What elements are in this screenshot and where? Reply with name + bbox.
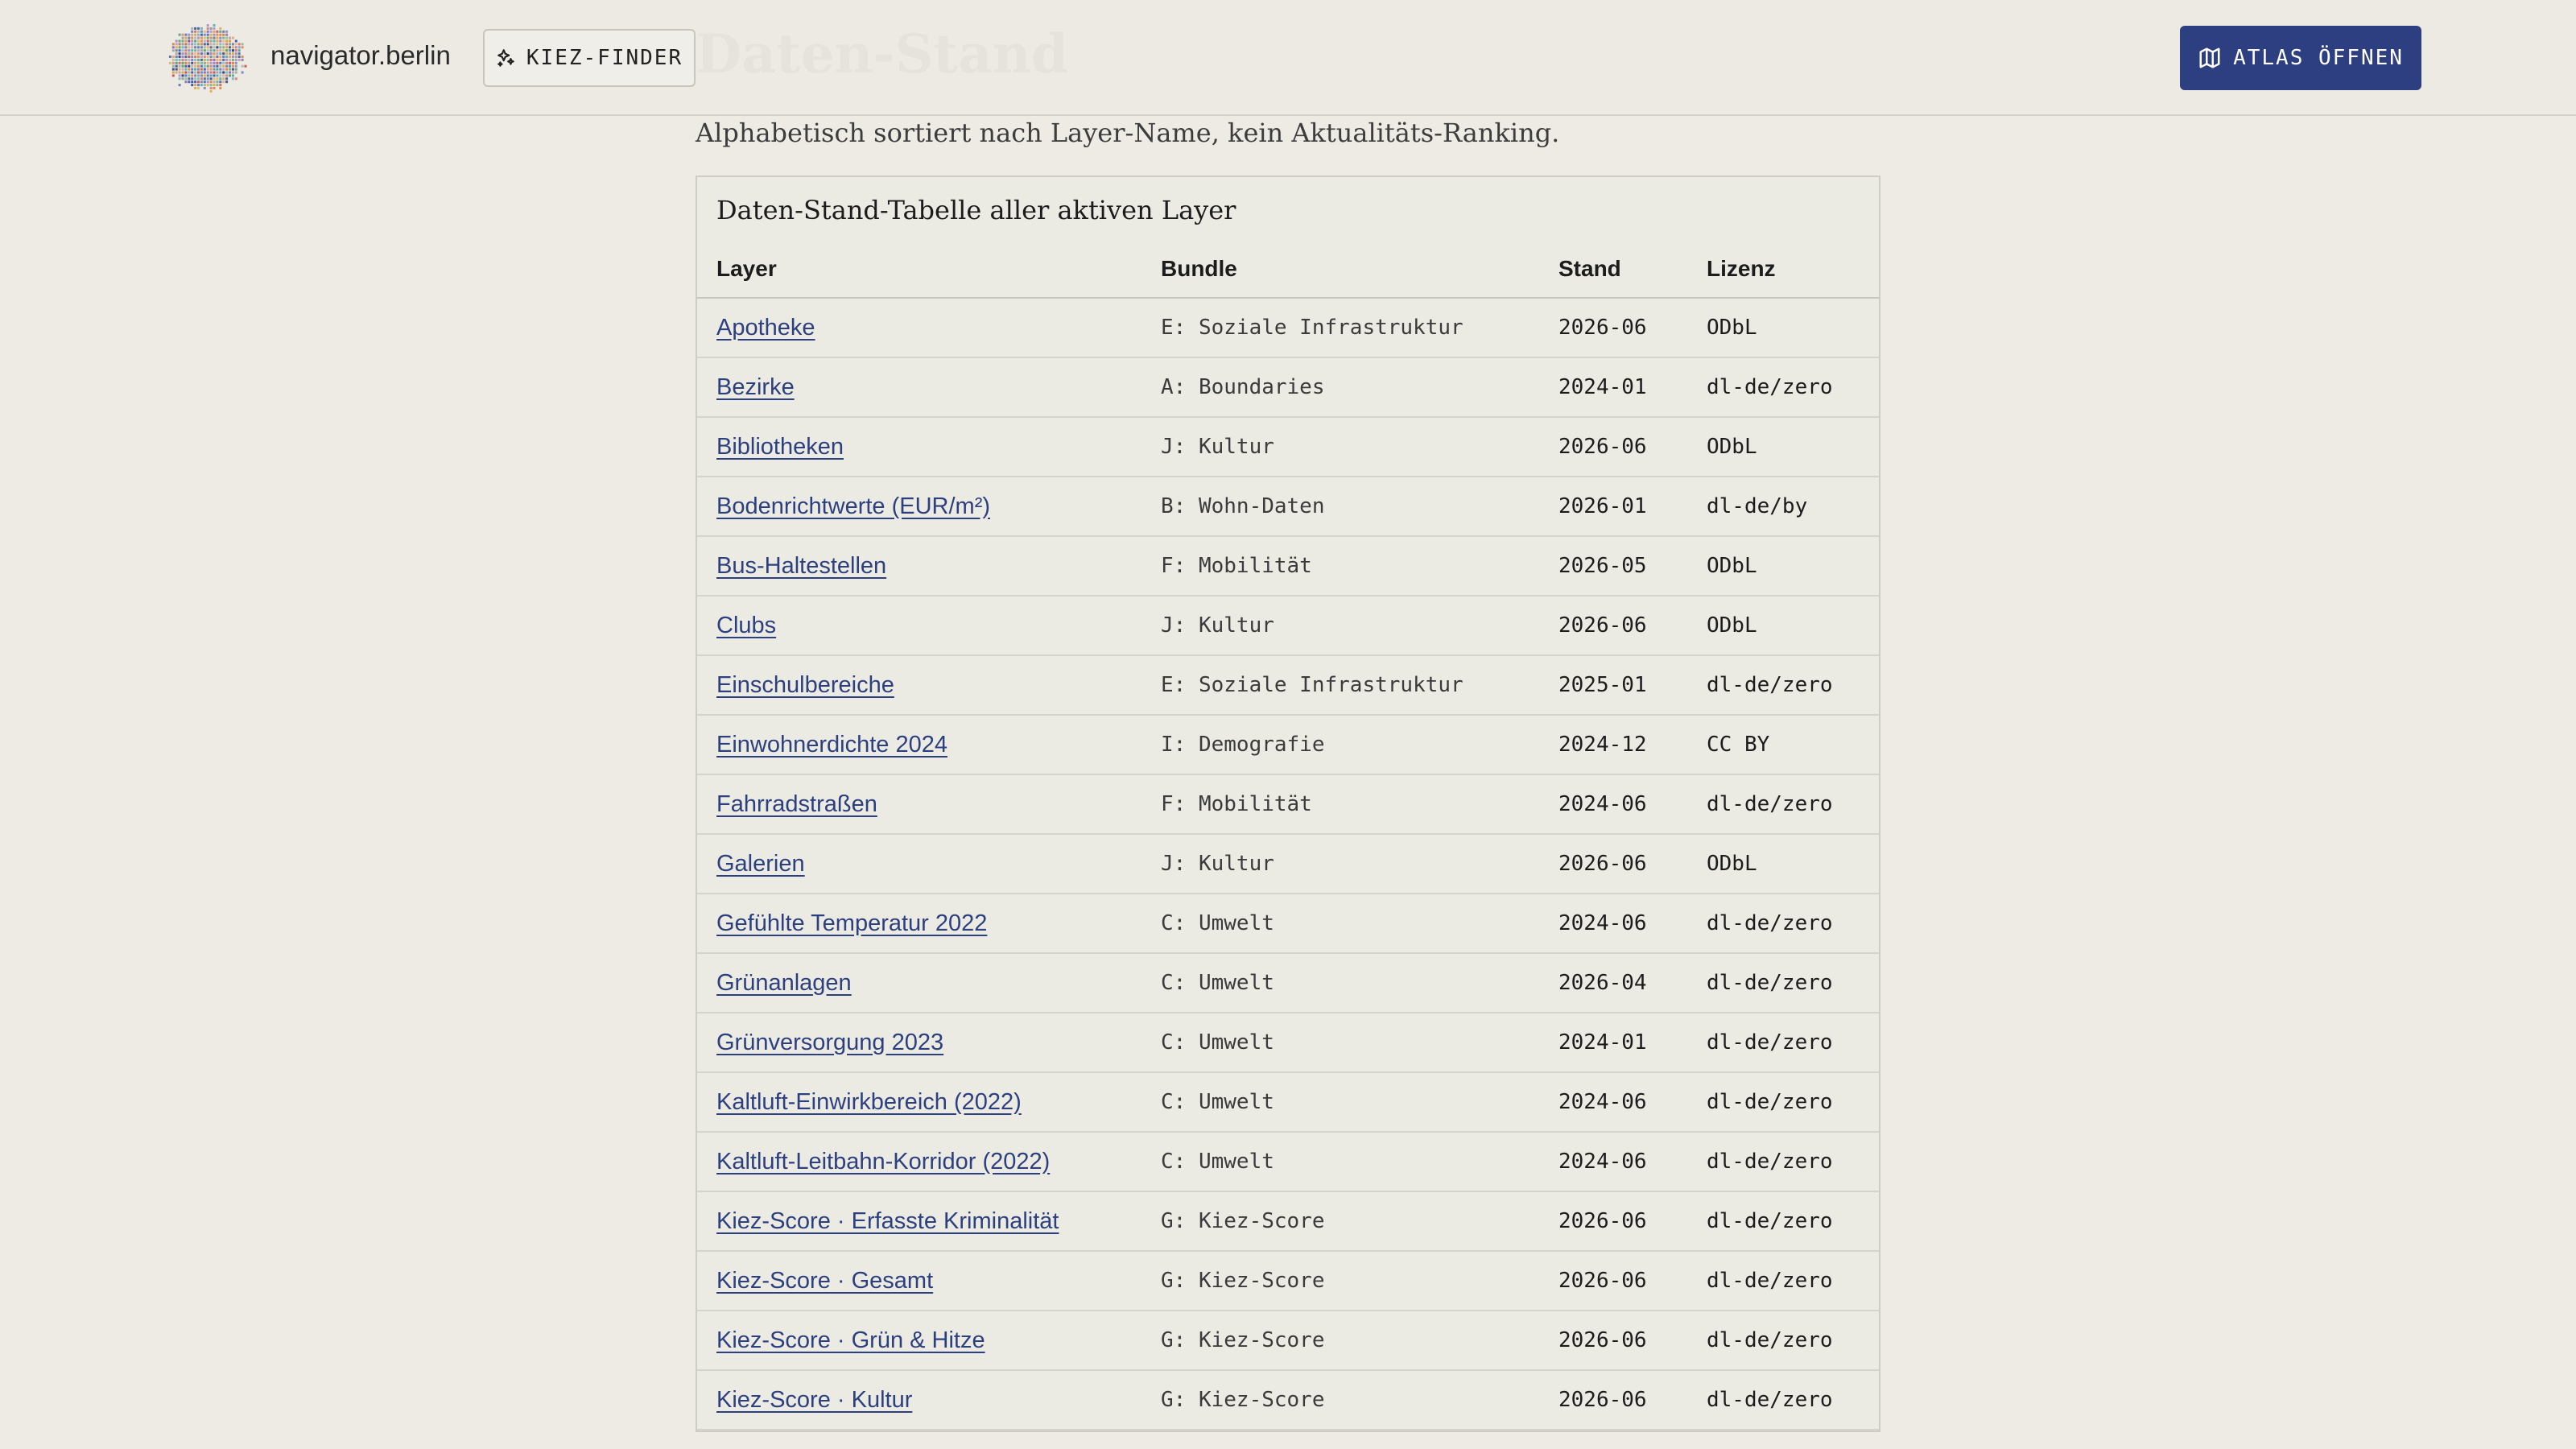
map-icon xyxy=(2198,46,2222,70)
bundle-cell: F: Mobilität xyxy=(1141,774,1539,834)
lizenz-cell: dl-de/zero xyxy=(1687,655,1879,715)
table-row xyxy=(697,1370,1879,1430)
layer-link[interactable]: Grünanlagen xyxy=(716,969,852,996)
lizenz-cell: dl-de/zero xyxy=(1687,1370,1879,1430)
lizenz-cell: dl-de/zero xyxy=(1687,894,1879,953)
top-header xyxy=(0,0,2576,116)
table-row xyxy=(697,1251,1879,1311)
table-row xyxy=(697,834,1879,894)
layer-link[interactable]: Kaltluft-Leitbahn-Korridor (2022) xyxy=(716,1148,1051,1174)
stand-cell: 2024-06 xyxy=(1539,1072,1687,1132)
layer-link[interactable]: Bodenrichtwerte (EUR/m²) xyxy=(716,493,991,519)
layer-cell xyxy=(697,1370,1141,1430)
stand-cell: 2026-06 xyxy=(1539,1251,1687,1311)
table-row xyxy=(697,1132,1879,1191)
table-row xyxy=(697,298,1879,357)
layer-link[interactable]: Galerien xyxy=(716,850,805,877)
lizenz-cell: dl-de/zero xyxy=(1687,1013,1879,1072)
lizenz-cell: CC BY xyxy=(1687,715,1879,774)
layer-link[interactable]: Einwohnerdichte 2024 xyxy=(716,731,947,758)
layer-cell xyxy=(697,1072,1141,1132)
table-row xyxy=(697,715,1879,774)
table-caption: Daten-Stand-Tabelle aller aktiven Layer xyxy=(716,195,1236,225)
data-status-table xyxy=(697,240,1879,1430)
bundle-cell: E: Soziale Infrastruktur xyxy=(1141,655,1539,715)
intro-text: Alphabetisch sortiert nach Layer-Name, kein Aktualitäts-Ranking. xyxy=(696,118,1560,148)
bundle-cell: C: Umwelt xyxy=(1141,1132,1539,1191)
table-row xyxy=(697,894,1879,953)
layer-cell xyxy=(697,596,1141,655)
layer-link[interactable]: Kiez-Score · Gesamt xyxy=(716,1267,934,1294)
bundle-cell: B: Wohn-Daten xyxy=(1141,477,1539,536)
table-row xyxy=(697,1013,1879,1072)
stand-cell: 2026-01 xyxy=(1539,477,1687,536)
table-row xyxy=(697,1311,1879,1370)
stand-cell: 2026-06 xyxy=(1539,417,1687,477)
layer-cell xyxy=(697,417,1141,477)
layer-cell xyxy=(697,655,1141,715)
layer-cell xyxy=(697,715,1141,774)
open-atlas-label: ATLAS ÖFFNEN xyxy=(2233,46,2404,70)
kiez-finder-button[interactable] xyxy=(483,29,696,87)
table-row xyxy=(697,655,1879,715)
lizenz-cell: ODbL xyxy=(1687,298,1879,357)
table-row xyxy=(697,953,1879,1013)
column-header-layer: Layer xyxy=(697,240,1141,298)
stand-cell: 2024-01 xyxy=(1539,357,1687,417)
lizenz-cell: dl-de/zero xyxy=(1687,774,1879,834)
lizenz-cell: dl-de/zero xyxy=(1687,1072,1879,1132)
sparkle-icon xyxy=(496,47,517,68)
stand-cell: 2026-06 xyxy=(1539,298,1687,357)
stand-cell: 2026-06 xyxy=(1539,1311,1687,1370)
layer-link[interactable]: Kiez-Score · Erfasste Kriminalität xyxy=(716,1208,1059,1234)
lizenz-cell: ODbL xyxy=(1687,596,1879,655)
layer-link[interactable]: Kiez-Score · Grün & Hitze xyxy=(716,1327,985,1353)
stand-cell: 2026-04 xyxy=(1539,953,1687,1013)
bundle-cell: G: Kiez-Score xyxy=(1141,1251,1539,1311)
bundle-cell: A: Boundaries xyxy=(1141,357,1539,417)
layer-link[interactable]: Kiez-Score · Kultur xyxy=(716,1386,913,1413)
table-row xyxy=(697,1072,1879,1132)
stand-cell: 2024-06 xyxy=(1539,1132,1687,1191)
table-row xyxy=(697,536,1879,596)
layer-link[interactable]: Fahrradstraßen xyxy=(716,791,877,817)
layer-cell xyxy=(697,774,1141,834)
stand-cell: 2024-06 xyxy=(1539,894,1687,953)
lizenz-cell: ODbL xyxy=(1687,834,1879,894)
layer-link[interactable]: Apotheke xyxy=(716,314,815,341)
brand-name-link[interactable]: navigator.berlin xyxy=(270,40,451,70)
bundle-cell: C: Umwelt xyxy=(1141,894,1539,953)
stand-cell: 2024-01 xyxy=(1539,1013,1687,1072)
bundle-cell: G: Kiez-Score xyxy=(1141,1311,1539,1370)
layer-cell xyxy=(697,894,1141,953)
layer-link[interactable]: Clubs xyxy=(716,612,777,638)
table-row xyxy=(697,357,1879,417)
stand-cell: 2024-06 xyxy=(1539,774,1687,834)
lizenz-cell: dl-de/zero xyxy=(1687,1251,1879,1311)
lizenz-cell: ODbL xyxy=(1687,417,1879,477)
column-header-lizenz: Lizenz xyxy=(1687,240,1879,298)
layer-link[interactable]: Bus-Haltestellen xyxy=(716,552,887,579)
layer-cell xyxy=(697,1251,1141,1311)
lizenz-cell: ODbL xyxy=(1687,536,1879,596)
berlin-dot-map-logo[interactable] xyxy=(164,23,248,93)
layer-cell xyxy=(697,477,1141,536)
table-header-row xyxy=(697,240,1879,298)
stand-cell: 2024-12 xyxy=(1539,715,1687,774)
table-row xyxy=(697,477,1879,536)
lizenz-cell: dl-de/zero xyxy=(1687,953,1879,1013)
layer-link[interactable]: Bezirke xyxy=(716,374,795,400)
bundle-cell: J: Kultur xyxy=(1141,596,1539,655)
layer-cell xyxy=(697,1013,1141,1072)
stand-cell: 2026-05 xyxy=(1539,536,1687,596)
layer-cell xyxy=(697,536,1141,596)
bundle-cell: G: Kiez-Score xyxy=(1141,1370,1539,1430)
lizenz-cell: dl-de/by xyxy=(1687,477,1879,536)
bundle-cell: F: Mobilität xyxy=(1141,536,1539,596)
layer-cell xyxy=(697,1132,1141,1191)
layer-cell xyxy=(697,834,1141,894)
bundle-cell: I: Demografie xyxy=(1141,715,1539,774)
open-atlas-button[interactable] xyxy=(2180,26,2421,90)
layer-link[interactable]: Kaltluft-Einwirkbereich (2022) xyxy=(716,1088,1022,1115)
bundle-cell: J: Kultur xyxy=(1141,834,1539,894)
bundle-cell: C: Umwelt xyxy=(1141,1072,1539,1132)
table-row xyxy=(697,774,1879,834)
table-row xyxy=(697,417,1879,477)
data-status-table-container[interactable] xyxy=(696,175,1880,1432)
stand-cell: 2026-06 xyxy=(1539,1370,1687,1430)
layer-cell xyxy=(697,357,1141,417)
layer-link[interactable]: Gefühlte Temperatur 2022 xyxy=(716,910,988,936)
column-header-stand: Stand xyxy=(1539,240,1687,298)
layer-cell xyxy=(697,298,1141,357)
bundle-cell: C: Umwelt xyxy=(1141,1013,1539,1072)
layer-cell xyxy=(697,1191,1141,1251)
layer-cell xyxy=(697,1311,1141,1370)
table-row xyxy=(697,596,1879,655)
bundle-cell: J: Kultur xyxy=(1141,417,1539,477)
lizenz-cell: dl-de/zero xyxy=(1687,1311,1879,1370)
layer-link[interactable]: Einschulbereiche xyxy=(716,671,894,698)
stand-cell: 2026-06 xyxy=(1539,834,1687,894)
bundle-cell: C: Umwelt xyxy=(1141,953,1539,1013)
column-header-bundle: Bundle xyxy=(1141,240,1539,298)
lizenz-cell: dl-de/zero xyxy=(1687,1132,1879,1191)
stand-cell: 2025-01 xyxy=(1539,655,1687,715)
bundle-cell: E: Soziale Infrastruktur xyxy=(1141,298,1539,357)
layer-cell xyxy=(697,953,1141,1013)
kiez-finder-label: KIEZ-FINDER xyxy=(526,46,683,70)
table-row xyxy=(697,1191,1879,1251)
table-body xyxy=(697,298,1879,1430)
lizenz-cell: dl-de/zero xyxy=(1687,357,1879,417)
stand-cell: 2026-06 xyxy=(1539,1191,1687,1251)
stand-cell: 2026-06 xyxy=(1539,596,1687,655)
lizenz-cell: dl-de/zero xyxy=(1687,1191,1879,1251)
layer-link[interactable]: Bibliotheken xyxy=(716,433,844,460)
bundle-cell: G: Kiez-Score xyxy=(1141,1191,1539,1251)
layer-link[interactable]: Grünversorgung 2023 xyxy=(716,1029,944,1055)
